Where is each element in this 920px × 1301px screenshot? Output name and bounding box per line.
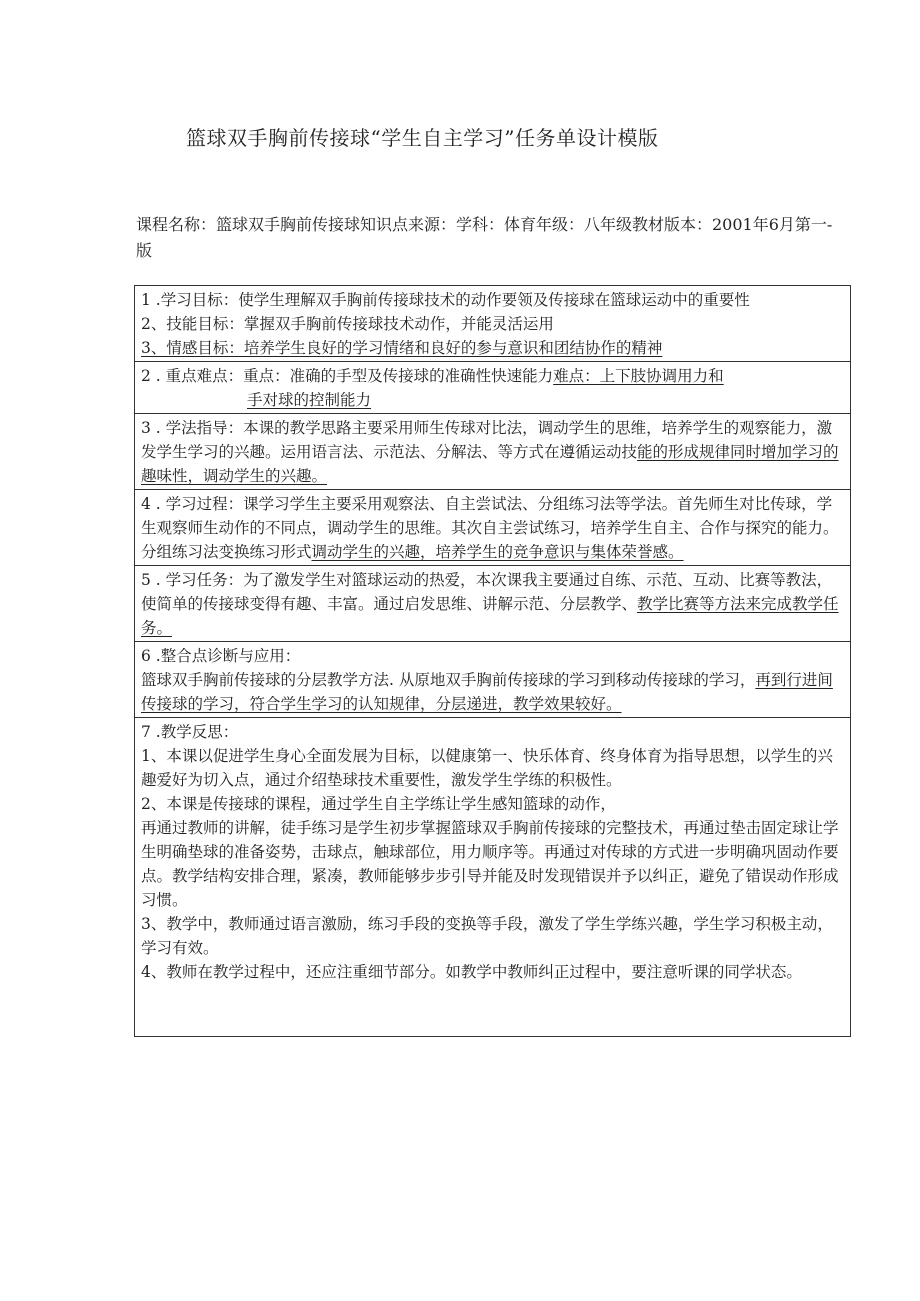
process-text-underlined: 调动学生的兴趣，培养学生的竞争意识与集体荣誉感。 xyxy=(311,543,684,561)
reflection-item-2: 2、本课是传接球的课程，通过学生自主学练让学生感知篮球的动作， xyxy=(141,795,616,813)
section-diagnosis xyxy=(135,642,850,718)
reflection-item-2-continued: 再通过教师的讲解，徒手练习是学生初步掌握篮球双手胸前传接球的完整技术，再通过垫击固定球让学生明确垫球的准备姿势，击球点，触球部位，用力顺序等。再通过对传球的方式进一步明确巩固动作要点。教学结构安排合理，紧凑，教师能够步步引导并能及时发现错误并予以纠正，避免了错误动作形成习惯。 xyxy=(141,819,839,909)
reflection-item-1: 1、本课以促进学生身心全面发展为目标，以健康第一、快乐体育、终身体育为指导思想，以学生的兴趣爱好为切入点，通过介绍垫球技术重要性，激发学生学练的积极性。 xyxy=(141,747,833,789)
goal-emotion: 3、情感目标：培养学生良好的学习情绪和良好的参与意识和团结协作的精神 xyxy=(141,339,663,357)
difficulty-continued: 手对球的控制能力 xyxy=(247,391,372,409)
difficulty-text: 难点：上下肢协调用力和 xyxy=(553,367,724,385)
process-text: 4 . 学习过程：课学习学生主要采用观察法、自主尝试法、分组练习法等学法。首先师生对比传球，学生观察师生动作的不同点，调动学生的思维。其次自主尝试练习，培养学生自主、合作与探究的能力。分组练习法变换练习形式 xyxy=(141,495,839,561)
goal-skill: 2、技能目标：掌握双手胸前传接球技术动作，并能灵活运用 xyxy=(141,315,554,333)
goal-knowledge: 1 .学习目标：使学生理解双手胸前传接球技术的动作要领及传接球在篮球运动中的重要性 xyxy=(141,291,750,309)
task-table xyxy=(134,285,851,1037)
section-learning-goals xyxy=(135,286,850,362)
diagnosis-text-underlined: 再到行进间传接球的学习，符合学生学习的认知规律，分层递进，教学效果较好。 xyxy=(141,671,833,713)
key-points-continued xyxy=(141,388,844,412)
course-info: 课程名称：篮球双手胸前传接球知识点来源：学科：体育年级：八年级教材版本：2001年6月第一-版 xyxy=(136,215,833,260)
diagnosis-heading: 6 .整合点诊断与应用： xyxy=(141,647,301,665)
reflection-item-4: 4、教师在教学过程中，还应注重细节部分。如教学中教师纠正过程中，要注意听课的同学状态。 xyxy=(141,963,802,981)
section-learning-process xyxy=(135,490,850,566)
reflection-heading: 7 .教学反思： xyxy=(141,723,239,741)
task-text-underlined: 教学比赛等方法来完成教学任务。 xyxy=(141,595,839,637)
reflection-item-3: 3、教学中，教师通过语言激励，练习手段的变换等手段，激发了学生学练兴趣，学生学习积极主动，学习有效。 xyxy=(141,915,833,957)
method-text: 3 . 学法指导：本课的教学思路主要采用师生传球对比法，调动学生的思维，培养学生的观察能力，激发学生学习的兴趣。运用语言法、示范法、分解法、等方式在遵循运动技 xyxy=(141,419,833,461)
section-reflection xyxy=(135,718,850,985)
diagnosis-text: 篮球双手胸前传接球的分层教学方法. 从原地双手胸前传接球的学习到移动传接球的学习， xyxy=(141,671,756,689)
key-points-text: 2 . 重点难点：重点：准确的手型及传接球的准确性快速能力 xyxy=(141,367,554,385)
section-learning-task xyxy=(135,566,850,642)
section-learning-method xyxy=(135,414,850,490)
document-title: 篮球双手胸前传接球“学生自主学习”任务单设计模版 xyxy=(186,126,659,150)
key-points-line xyxy=(141,364,844,388)
task-text: 5 . 学习任务：为了激发学生对篮球运动的热爱，本次课我主要通过自练、示范、互动、比赛等教法，使简单的传接球变得有趣、丰富。通过启发思维、讲解示范、分层教学、 xyxy=(141,571,833,613)
method-text-underlined: 能的形成规律同时增加学习的趣味性，调动学生的兴趣。 xyxy=(141,443,839,485)
section-key-points xyxy=(135,362,850,414)
